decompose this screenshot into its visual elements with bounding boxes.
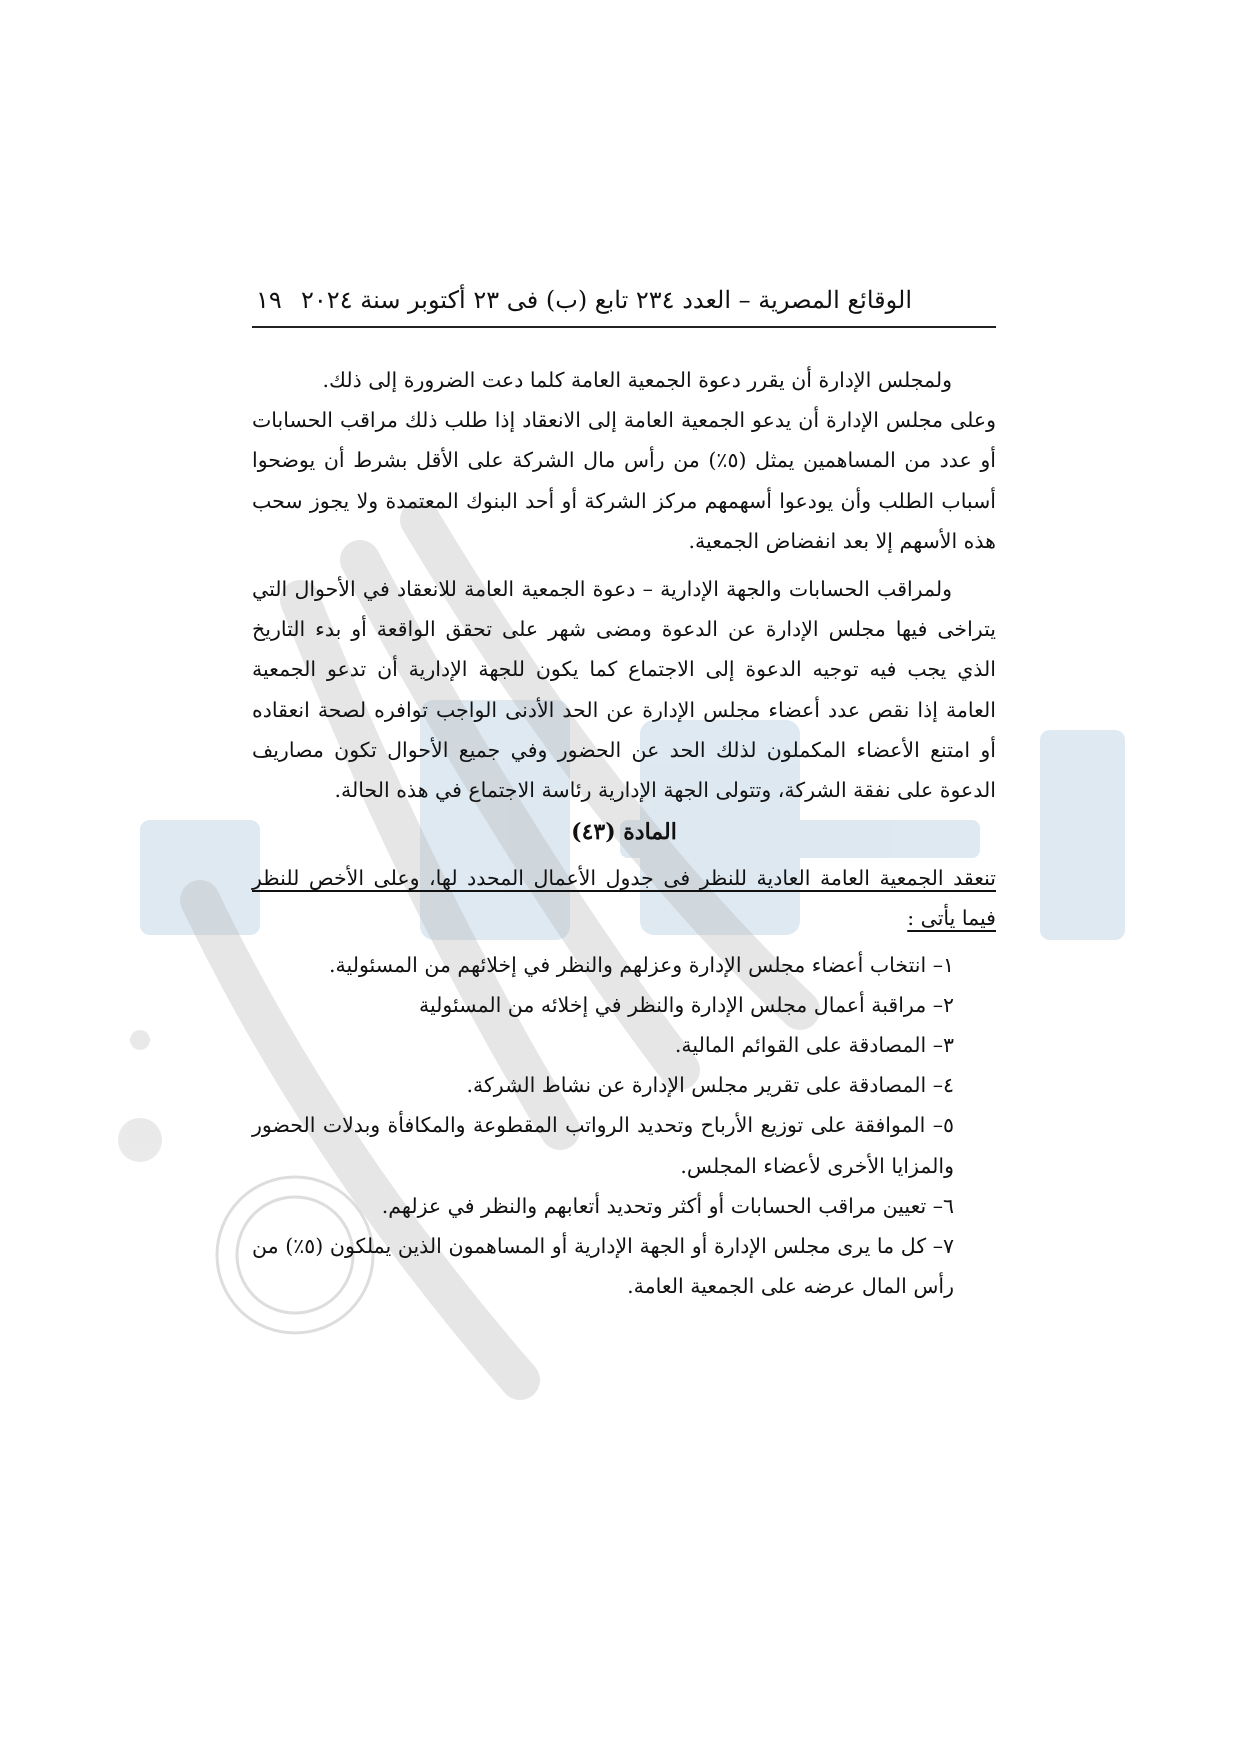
article-items-list — [252, 945, 996, 1307]
paragraph-3: ولمراقب الحسابات والجهة الإدارية – دعوة الجمعية العامة للانعقاد في الأحوال التي يتراخى فيها مجلس الإدارة عن الدعوة ومضى شهر على تحقق الواقعة أو بدء التاريخ الذي يجب فيه توجيه الدعوة إلى الاجتماع كما يكون للجهة الإدارية أن تدعو الجمعية العامة إذا نقص عدد أعضاء مجلس الإدارة عن الحد الأدنى الواجب توافره لصحة انعقاده أو امتنع الأعضاء المكملون لذلك الحد عن الحضور وفي جميع الأحوال تكون مصاريف الدعوة على نفقة الشركة، وتتولى الجهة الإدارية رئاسة الاجتماع في هذه الحالة. — [252, 577, 996, 803]
article-intro: تنعقد الجمعية العامة العادية للنظر فى جدول الأعمال المحدد لها، وعلى الأخص للنظر فيما يأتى : — [252, 866, 996, 931]
list-item: ٣– المصادقة على القوائم المالية. — [674, 1033, 954, 1058]
paragraph-1: ولمجلس الإدارة أن يقرر دعوة الجمعية العامة كلما دعت الضرورة إلى ذلك. — [322, 368, 952, 392]
header-title: الوقائع المصرية – العدد ٢٣٤ تابع (ب) فى ٢٣ أكتوبر سنة ٢٠٢٤ — [301, 286, 912, 314]
list-item: ١– انتخاب أعضاء مجلس الإدارة وعزلهم والنظر في إخلائهم من المسئولية. — [329, 952, 954, 977]
page-number: ١٩ — [256, 286, 282, 314]
list-item: ٤– المصادقة على تقرير مجلس الإدارة عن نشاط الشركة. — [466, 1073, 954, 1098]
list-item: ٧– كل ما يرى مجلس الإدارة أو الجهة الإدارية أو المساهمون الذين يملكون (٥٪) من رأس المال عرضه على الجمعية العامة. — [252, 1234, 954, 1299]
page-header — [252, 282, 996, 328]
list-item: ٦– تعيين مراقب الحسابات أو أكثر وتحديد أتعابهم والنظر في عزلهم. — [381, 1193, 954, 1218]
list-item: ٥– الموافقة على توزيع الأرباح وتحديد الرواتب المقطوعة والمكافأة وبدلات الحضور والمزايا الأخرى لأعضاء المجلس. — [252, 1113, 954, 1178]
list-item: ٢– مراقبة أعمال مجلس الإدارة والنظر في إخلائه من المسئولية — [419, 992, 954, 1017]
article-heading: المادة (٤٣) — [571, 819, 677, 846]
document-body — [252, 360, 996, 1306]
paragraph-2: وعلى مجلس الإدارة أن يدعو الجمعية العامة إلى الانعقاد إذا طلب ذلك مراقب الحسابات أو عدد من المساهمين يمثل (٥٪) من رأس مال الشركة على الأقل بشرط أن يوضحوا أسباب الطلب وأن يودعوا أسهمهم مركز الشركة أو أحد البنوك المعتمدة ولا يجوز سحب هذه الأسهم إلا بعد انفضاض الجمعية. — [252, 408, 996, 553]
